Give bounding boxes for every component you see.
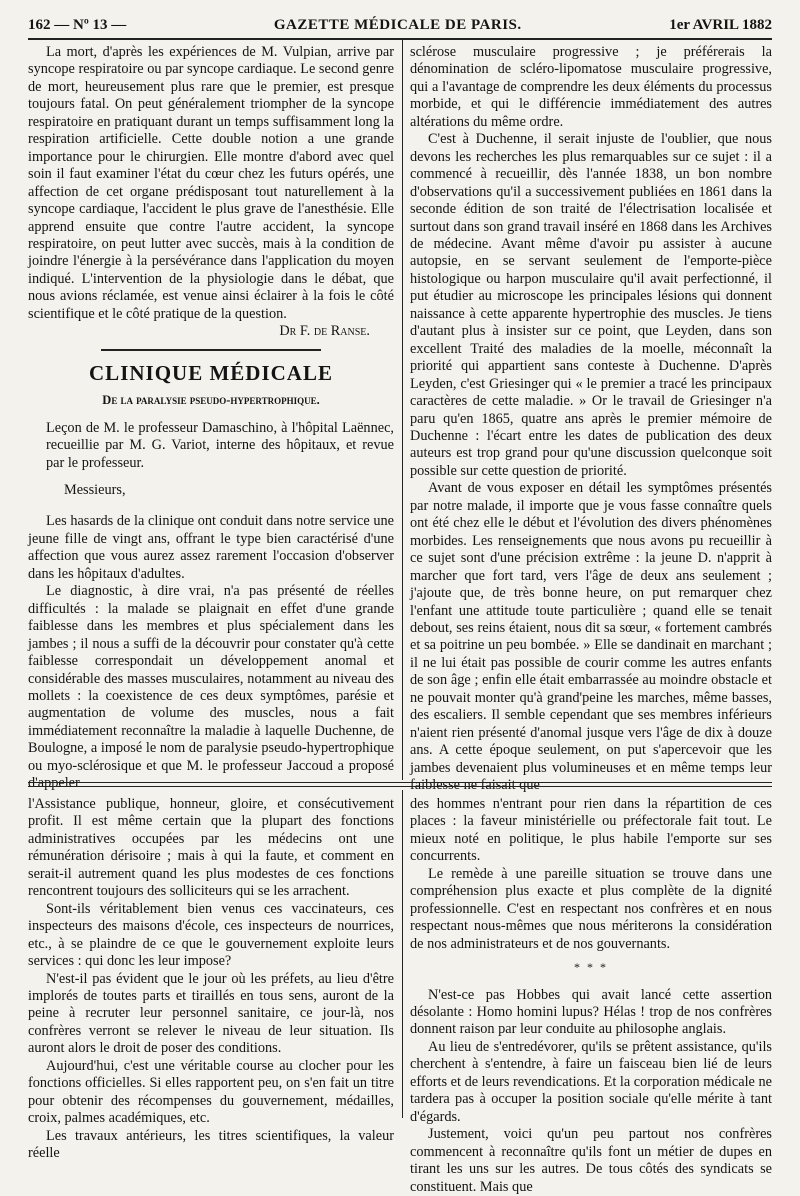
section-rule [101, 349, 321, 351]
column-divider [402, 790, 403, 1118]
section-divider-double [28, 786, 772, 787]
page-header [28, 14, 772, 36]
header-rule [28, 38, 772, 40]
publication-title: GAZETTE MÉDICALE DE PARIS. [273, 16, 522, 33]
paragraph: Justement, voici qu'un peu partout nos confrères commencent à reconnaître qu'ils font un métier de dupes en tirant les uns sur les autres. De tous côtés des syndicats se constituent. Mais que [410, 1126, 772, 1195]
section-title: CLINIQUE MÉDICALE [89, 360, 333, 385]
paragraph: Le remède à une pareille situation se trouve dans une compréhension plus exacte et plus complète de la dignité professionnelle. C'est en respectant nos confrères et en nous respectant nous-mêmes que nous mériterons la considération de nos administrateurs et de nos gouvernants. [410, 865, 772, 952]
paragraph: l'Assistance publique, honneur, gloire, et consécutivement profit. Il est même certain que la plupart des fonctions administratives occupées par les médecins ont une rémunération dérisoire ; mais à qui la faute, et comment en serait-il autrement quand les plus modestes de ces fonctions rencontrent toujours des solliciteurs qui se les arrachent. [28, 796, 394, 900]
paragraph: sclérose musculaire progressive ; je préférerais la dénomination de scléro-lipomatose musculaire progressive, qui a l'avantage de comprendre les deux éléments du processus morbide, et qui le différencie immédiatement des autres altérations du même ordre. [410, 44, 772, 130]
paragraph: Avant de vous exposer en détail les symptômes présentés par notre malade, il importe que je vous fasse connaître quels ont été chez elle le début et l'évolution des divers phénomènes morbides. Les renseignements que nous avons pu recueillir à ce sujet sont d'une précision extrême : la jeune D. n'apprit à marcher que fort tard, vers l'âge de deux ans seulement ; j'ajoute que, de très bonne heure, on put remarquer chez l'enfant une attitude toute particulière ; quand elle se tenait debout, ses reins étaient, nous dit sa sœur, « fortement cambrés et sa poitrine un peu bombée. » Elle se dandinait en marchant ; il ne lui était pas possible de courir comme les autres enfants de son âge ; enfin elle était embarrassée au moindre obstacle et ne pouvait monter qu'à grand'peine les marches, même basses, des escaliers. Il semble cependant que ses membres inférieurs n'aient rien présenté d'anomal jusque vers l'âge de dix à douze ans. A cette époque seulement, on put s'apercevoir que les jambes devenaient plus volumineuses et en même temps leur faiblesse ne faisait que [410, 480, 772, 794]
section-divider [28, 782, 772, 783]
upper-right-column [410, 44, 772, 794]
signature-name: de Ranse. [313, 323, 370, 340]
lower-right-column [410, 796, 772, 1195]
paragraph: des hommes n'entrant pour rien dans la répartition de ces places : la faveur ministérielle ou préfectorale fait tout. Le mieux noté en politique, le plus habile l'emporte sur ses concurrents. [410, 796, 772, 865]
paragraph: Au lieu de s'entredévorer, qu'ils se prêtent assistance, qu'ils cherchent à s'entendre, à faire un faisceau bien lié de leurs efforts et de leurs revendications. Et la corporation médicale ne tardera pas à occuper la position sociale qu'elle mérite à tant d'égards. [410, 1038, 772, 1125]
paragraph: N'est-ce pas Hobbes qui avait lancé cette assertion désolante : Homo homini lupus? Hélas ! trop de nos confrères donnent raison par leur conduite au philosophe anglais. [410, 986, 772, 1038]
lower-left-column [28, 796, 394, 1162]
lecture-credit: Leçon de M. le professeur Damaschino, à l'hôpital Laënnec, recueillie par M. G. Variot, interne des hôpitaux, et revue par le professeur. [46, 419, 394, 471]
issue-date: 1er AVRIL 1882 [669, 16, 772, 33]
column-divider [402, 40, 403, 780]
signature-prefix: Dr F. [279, 323, 314, 340]
paragraph: N'est-il pas évident que le jour où les préfets, au lieu d'être implorés de toutes parts et tiraillés en tous sens, auront de la peine à recruter leur personnel sanitaire, ce jour-là, nos confrères verront se relever le niveau de leur situation. Ils auront alors le droit de poser des conditions. [28, 970, 394, 1057]
upper-left-column [28, 44, 394, 792]
paragraph: Sont-ils véritablement bien venus ces vaccinateurs, ces inspecteurs des maisons d'école, ces inspecteurs de nourrices, etc., à se plaindre de ce que le gouvernement exploite leurs services : qui donc les leur impose? [28, 900, 394, 970]
paragraph: Les hasards de la clinique ont conduit dans notre service une jeune fille de vingt ans, offrant le type bien caractérisé d'une affection que vous aurez assez rarement l'occasion d'observer dans les hôpitaux d'adultes. [28, 513, 394, 582]
paragraph: C'est à Duchenne, il serait injuste de l'oublier, que nous devons les recherches les plus remarquables sur ce sujet : il a commencé à recueillir, dès l'année 1838, un bon nombre d'observations qu'il a successivement publiées en 1861 dans la seconde édition de son traité de l'électrisation localisée et surtout dans son grand travail inséré en 1868 dans les Archives de médecine. Avant même d'avoir pu assister à aucune autopsie, en se servant seulement de l'emporte-pièce histologique ou harpon musculaire qu'il avait perfectionné, il put étudier au microscope les principales lésions qui donnent naissance à cette apparente hypertrophie des muscles. Je tiens d'autant plus à insister sur ce point, que Leyden, dans son excellent Traité des maladies de la moelle, méconnaît la priorité qui appartient sans conteste à Duchenne. D'après Leyden, c'est Griesinger qui « le premier a tracé les principaux caractères de cette maladie. » Or le travail de Griesinger n'a paru qu'en 1865, quatre ans après le premier mémoire de Duchenne : l'écart entre les dates de publication des deux auteurs est trop grand pour qu'une discussion quelconque soit possible sur cette question de priorité. [410, 131, 772, 479]
paragraph: La mort, d'après les expériences de M. Vulpian, arrive par syncope respiratoire ou par syncope cardiaque. Le second genre de mort, heureusement plus rare que le premier, est presque toujours fatal. On peut généralement triompher de la syncope respiratoire en pratiquant durant un temps suffisamment long la respiration artificielle. Cette double notion a une grande importance pour le chirurgien. Elle montre d'abord avec quel soin il faut examiner l'état du cœur chez les futurs opérés, une affection de cet organe prédisposant tout naturellement à la syncope cardiaque, l'accident le plus grave de l'anesthésie. Elle apprend ensuite que contre l'autre accident, la syncope respiratoire, on peut lutter avec succès, mais à la condition de joindre l'énergie à la persévérance dans l'application du moyen indiqué. L'intervention de la physiologie dans le débat, que nous avions réclamée, est venue ainsi éclairer à la fois le côté scientifique et le côté pratique de la question. [28, 44, 394, 322]
article-subtitle: De la paralysie pseudo-hypertrophique. [102, 393, 320, 408]
page-number: 162 — Nº 13 — [28, 16, 127, 33]
paragraph: Aujourd'hui, c'est une véritable course au clocher pour les fonctions officielles. Si elles rapportent peu, on s'en fait un titre pour obtenir des récompenses du gouvernement, médailles, croix, palmes académiques, etc. [28, 1057, 394, 1127]
salutation: Messieurs, [64, 481, 126, 498]
signature [28, 323, 394, 340]
paragraph: Le diagnostic, à dire vrai, n'a pas présenté de réelles difficultés : la malade se plaignait en effet d'une grande faiblesse dans les membres et plus spécialement dans les jambes ; il nous a suffi de la découvrir pour constater qu'à cette faiblesse correspondait un développement anomal et considérable des masses musculaires, notamment au niveau des mollets : la coexistence de ces deux symptômes, parésie et augmentation de volume des muscles, nous a fait immédiatement reconnaître la maladie à laquelle Duchenne, de Boulogne, a imposé le nom de paralysie pseudo-hypertrophique ou myo-sclérosique et que M. le professeur Jaccoud a proposé d'appeler [28, 583, 394, 792]
section-separator: * * * [574, 960, 608, 975]
paragraph: Les travaux antérieurs, les titres scientifiques, la valeur réelle [28, 1127, 394, 1162]
